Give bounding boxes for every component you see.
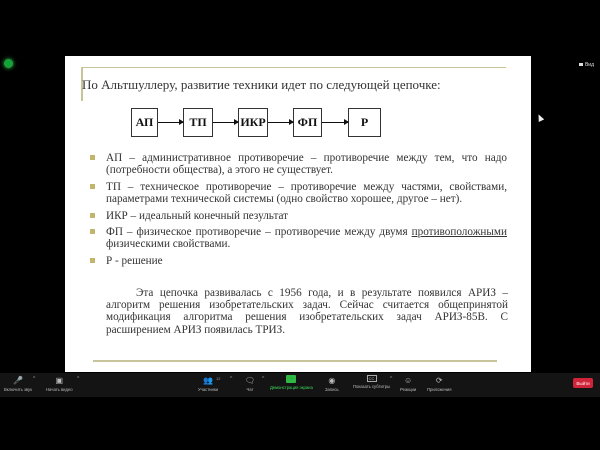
bullet-text: ФП – физическое противоречие – противоречие между двумя bbox=[106, 226, 412, 239]
chain-box-ap: АП bbox=[131, 108, 158, 137]
unmute-label: Включить звук bbox=[4, 387, 32, 392]
chevron-up-icon[interactable]: ^ bbox=[390, 376, 393, 382]
meeting-toolbar bbox=[0, 373, 600, 397]
record-icon: ◉ bbox=[328, 375, 336, 385]
arrow-icon bbox=[158, 122, 183, 124]
chat-label: Чат bbox=[246, 387, 254, 392]
chain-diagram bbox=[131, 108, 381, 137]
divider bbox=[93, 360, 497, 362]
captions-button[interactable] bbox=[353, 375, 393, 389]
list-item bbox=[89, 210, 507, 222]
security-badge[interactable] bbox=[4, 59, 13, 68]
share-screen-button[interactable] bbox=[270, 375, 313, 390]
chat-button[interactable] bbox=[245, 375, 255, 392]
square-bullet-icon bbox=[90, 155, 95, 160]
list-item bbox=[89, 152, 507, 177]
bullet-list bbox=[89, 152, 507, 271]
square-bullet-icon bbox=[90, 184, 95, 189]
square-bullet-icon bbox=[90, 258, 95, 263]
apps-icon: ⟳ bbox=[435, 375, 443, 385]
summary-paragraph: Эта цепочка развивалась с 1956 года, и в результате появился АРИЗ – алгоритм решения изобретательских задач. Сейчас считается общепринятой модификация алгоритма решения изобретательских задач АРИЗ-85В. С расширением АРИЗ появилась ТРИЗ. bbox=[106, 287, 508, 336]
arrow-icon bbox=[213, 122, 238, 124]
unmute-button[interactable] bbox=[4, 375, 32, 392]
participants-label: Участники bbox=[198, 387, 219, 392]
chain-box-ikr: ИКР bbox=[238, 108, 268, 137]
view-button-label: Вид bbox=[584, 61, 594, 68]
underlined-word: противоположными bbox=[411, 226, 507, 239]
start-video-button[interactable] bbox=[46, 375, 73, 392]
share-screen-label: Демонстрация экрана bbox=[270, 385, 313, 390]
bullet-text: ИКР – идеальный конечный пезультат bbox=[106, 209, 289, 222]
participants-button[interactable] bbox=[198, 375, 221, 392]
leave-button[interactable]: Выйти bbox=[573, 378, 593, 388]
chat-icon: 🗨 bbox=[244, 375, 256, 385]
chain-box-r: Р bbox=[348, 108, 381, 137]
chain-box-fp: ФП bbox=[293, 108, 322, 137]
list-item bbox=[89, 226, 507, 251]
apps-button[interactable] bbox=[427, 375, 452, 392]
participants-icon: 👥 bbox=[203, 375, 213, 385]
square-bullet-icon bbox=[90, 229, 95, 234]
chevron-up-icon[interactable]: ^ bbox=[262, 376, 265, 382]
mouse-cursor-icon bbox=[536, 113, 544, 122]
arrow-icon bbox=[322, 122, 348, 124]
record-label: Запись bbox=[325, 387, 339, 392]
captions-label: Показать субтитры bbox=[353, 384, 391, 389]
list-item bbox=[89, 181, 507, 206]
chevron-up-icon[interactable]: ^ bbox=[77, 376, 80, 382]
square-bullet-icon bbox=[90, 213, 95, 218]
bullet-text: АП – административное противоречие – противоречие между тем, что надо (потребности общества), а этого не существует. bbox=[106, 152, 507, 177]
list-item bbox=[89, 255, 507, 267]
participants-count: 12 bbox=[216, 376, 221, 381]
video-off-icon: ▣ bbox=[55, 375, 64, 385]
record-button[interactable] bbox=[325, 375, 339, 392]
bullet-text: физическими свойствами. bbox=[106, 238, 231, 251]
chevron-up-icon[interactable]: ^ bbox=[230, 376, 233, 382]
grid-icon bbox=[579, 63, 583, 66]
bullet-text: ТП – техническое противоречие – противоречие между частями, свойствами, параметрами технической системы (одно свойство хорошее, другое – нет). bbox=[106, 180, 507, 206]
chain-box-tp: ТП bbox=[183, 108, 213, 137]
slide-title: По Альтшуллеру, развитие техники идет по следующей цепочке: bbox=[82, 77, 441, 92]
start-video-label: Начать видео bbox=[46, 387, 73, 392]
cc-icon: CC bbox=[367, 375, 377, 382]
view-button[interactable] bbox=[579, 60, 594, 69]
reactions-icon: ☺ bbox=[404, 375, 413, 385]
reactions-label: Реакции bbox=[400, 387, 417, 392]
bullet-text: Р - решение bbox=[106, 254, 163, 267]
reactions-button[interactable] bbox=[400, 375, 416, 392]
microphone-muted-icon: 🎤 bbox=[12, 375, 23, 385]
chevron-up-icon[interactable]: ^ bbox=[33, 376, 36, 382]
shared-slide bbox=[65, 56, 531, 372]
apps-label: Приложения bbox=[427, 387, 452, 392]
share-screen-icon: ↑ bbox=[286, 375, 296, 383]
arrow-icon bbox=[268, 122, 293, 124]
